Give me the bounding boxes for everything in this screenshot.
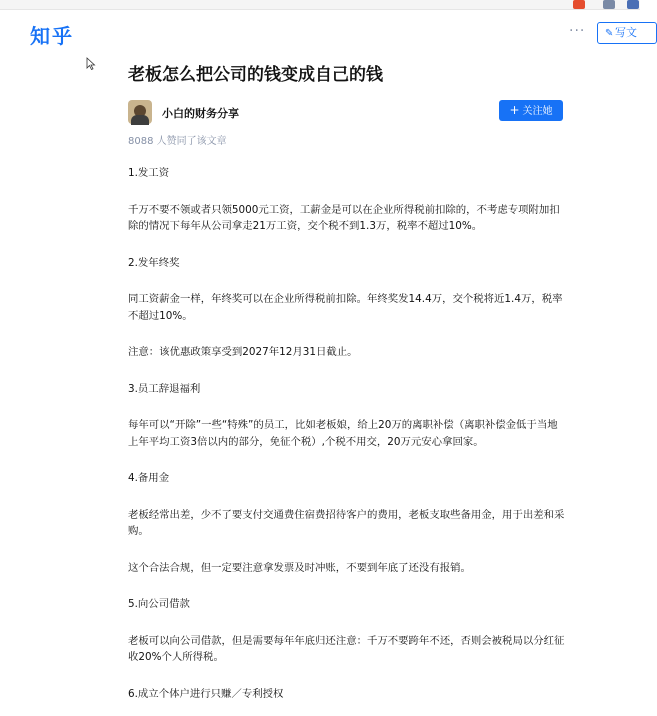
browser-extension-icon[interactable]: [573, 0, 585, 9]
paragraph: 每年可以“开除”一些“特殊”的员工，比如老板娘，给上20万的离职补偿（离职补偿金低于当地上年平均工资3倍以内的部分，免征个税）,个税不用交，20万元安心拿回家。: [128, 419, 558, 448]
section-heading: 5.向公司借款: [128, 598, 190, 610]
paragraph: 千万不要不领或者只领5000元工资，工薪金是可以在企业所得税前扣除的，不考虑专项附加扣除的情况下每年从公司拿走21万工资，交个税不到1.3万，税率不超过10%。: [128, 203, 560, 232]
zhihu-logo[interactable]: 知乎: [30, 24, 74, 48]
paragraph: 注意：该优惠政策享受到2027年12月31日截止。: [128, 346, 358, 358]
browser-extension-icon[interactable]: [603, 0, 615, 9]
article: [128, 64, 565, 716]
paragraph: 同工资薪金一样，年终奖可以在企业所得税前扣除。年终奖发14.4万，交个税将近1.4万，税率不超过10%。: [128, 293, 563, 322]
endorse-count: 8088 人赞同了该文章: [128, 136, 227, 147]
section-heading: 3.员工辞退福利: [128, 382, 201, 395]
paragraph: 老板经常出差，少不了要支付交通费住宿费招待客户的费用，老板支取些备用金，用于出差和采购。: [128, 508, 565, 537]
paragraph: 老板可以向公司借款，但是需要每年年底归还注意：千万不要跨年不还，否则会被税局以分红征收20%个人所得税。: [128, 634, 565, 663]
header-bar: [0, 10, 640, 54]
section-heading: 2.发年终奖: [128, 256, 180, 269]
article-title: 老板怎么把公司的钱变成自己的钱: [128, 65, 383, 85]
section-heading: 6.成立个体户进行只赚／专利授权: [128, 687, 284, 700]
avatar[interactable]: [128, 100, 152, 124]
section-heading: 4.备用金: [128, 472, 170, 484]
follow-button[interactable]: [499, 100, 563, 121]
write-article-label: 写文: [615, 26, 637, 39]
author-info: [128, 100, 565, 124]
browser-toolbar-strip: [0, 0, 640, 10]
author-name-link[interactable]: 小白的财务分享: [162, 107, 239, 120]
edit-icon: ✎: [605, 28, 614, 39]
write-article-button[interactable]: [597, 22, 657, 44]
more-options-button[interactable]: ···: [569, 23, 586, 39]
paragraph: 这个合法合规，但一定要注意拿发票及时冲账，不要到年底了还没有报销。: [128, 561, 471, 574]
article-content: [128, 165, 565, 700]
plus-icon: +: [509, 103, 520, 117]
section-heading: 1.发工资: [128, 167, 170, 179]
follow-label: 关注她: [522, 106, 553, 117]
mouse-cursor-icon: [86, 58, 96, 70]
browser-extension-icon[interactable]: [627, 0, 639, 9]
